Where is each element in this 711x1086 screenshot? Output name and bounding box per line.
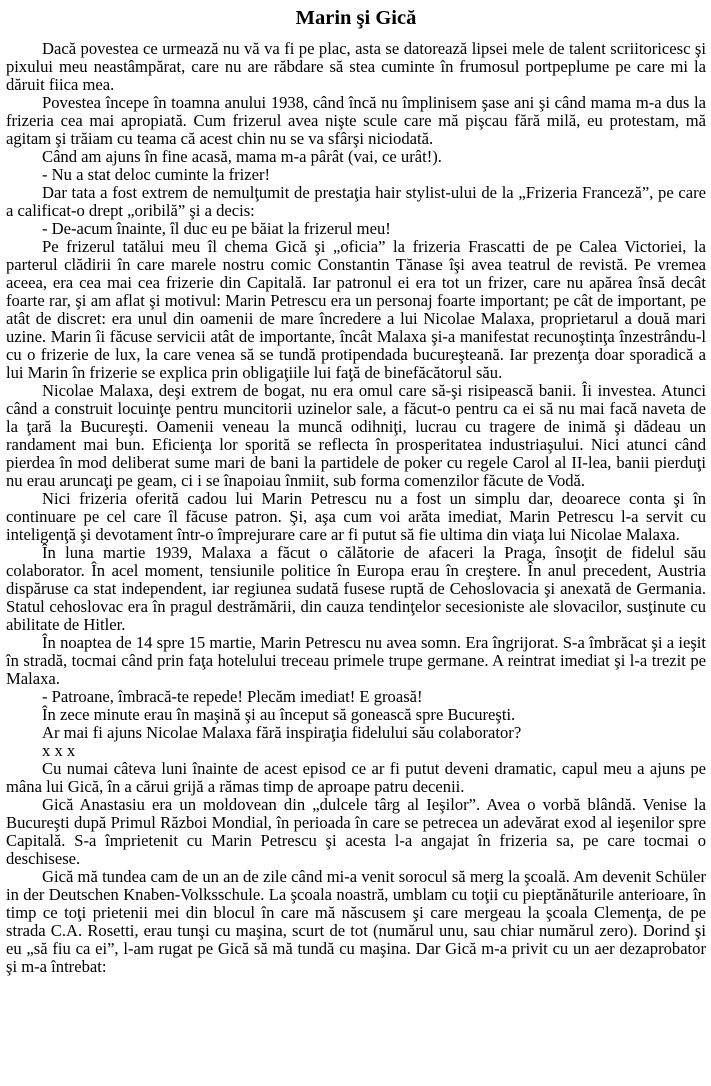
- paragraph: Nici frizeria oferită cadou lui Marin Petrescu nu a fost un simplu dar, deoarece conta şi în continuare pe cel care îl făcuse patron. Şi, aşa cum voi arăta imediat, Marin Petrescu l-a servit cu inteligenţă şi devotament într-o împrejurare care ar fi putut să fie ultima din viaţa lui Nicolae Malaxa.: [6, 489, 706, 544]
- paragraph: În luna martie 1939, Malaxa a făcut o călătorie de afaceri la Praga, însoţit de fidelul său colaborator. În acel moment, tensiunile politice în Europa erau în creştere. În anul precedent, Austria dispăruse ca stat independent, iar regiunea sudată fusese ruptă de Cehoslovacia şi anexată de Germania. Statul cehoslovac era în pragul destrămării, din cauza tendinţelor secesioniste ale slovacilor, susţinute cu abilitate de Hitler.: [6, 543, 706, 634]
- paragraph: Gică Anastasiu era un moldovean din „dulcele târg al Ieşilor”. Avea o vorbă blândă. Venise la Bucureşti după Primul Război Mondial, în perioada în care se petrecea un adevărat exod al ieşenilor spre Capitală. S-a împrietenit cu Marin Petrescu şi acesta l-a angajat în frizeria sa, pe care tocmai o deschisese.: [6, 795, 706, 868]
- paragraph: Dacă povestea ce urmează nu vă va fi pe plac, asta se datorează lipsei mele de talent scriitoricesc şi pixului meu neastâmpărat, care nu are răbdare să stea cuminte în frumosul portpeplume pe care mi la dăruit fiica mea.: [6, 39, 706, 94]
- paragraph: Pe frizerul tatălui meu îl chema Gică şi „oficia” la frizeria Frascatti de pe Calea Victoriei, la parterul clădirii în care marele nostru comic Constantin Tănase îşi avea teatrul de revistă. Pe vremea aceea, era cea mai cea frizerie din Capitală. Iar patronul ei era tot un frizer, care nu apărea însă decât foarte rar, şi am aflat şi motivul: Marin Petrescu era un personaj foarte important; pe cât de important, pe atât de discret: era unul din oamenii de mare încredere a lui Nicolae Malaxa, proprietarul a două mari uzine. Marin îi făcuse servicii atât de importante, încât Malaxa şi-a manifestat recunoştinţa înzestrându-l cu o frizerie de lux, la care venea să se tundă protipendada bucureşteană. Iar prezenţa doar sporadică a lui Marin în frizerie se explica prin obligaţiile lui faţă de binefăcătorul său.: [6, 237, 706, 382]
- paragraph: Ar mai fi ajuns Nicolae Malaxa fără inspiraţia fidelului său colaborator?: [42, 723, 522, 742]
- paragraph: Dar tata a fost extrem de nemulţumit de prestaţia hair stylist-ului de la „Frizeria Franceză”, pe care a calificat-o drept „oribilă” şi a decis:: [6, 183, 706, 220]
- paragraph: x x x: [42, 741, 76, 760]
- paragraph: În zece minute erau în maşină şi au început să gonească spre Bucureşti.: [42, 705, 516, 724]
- paragraph: Povestea începe în toamna anului 1938, când încă nu împlinisem şase ani şi când mama m-a dus la frizeria cea mai apropiată. Cum frizerul avea nişte scule care mă pişcau fără milă, eu protestam, mă agitam şi trăiam cu teama că acest chin nu se va sfârşi niciodată.: [6, 93, 706, 148]
- paragraph: Când am ajuns în fine acasă, mama m-a pârât (vai, ce urât!).: [42, 147, 442, 166]
- paragraph: Nicolae Malaxa, deşi extrem de bogat, nu era omul care să-şi risipească banii. Îi investea. Atunci când a construit locuinţe pentru muncitorii uzinelor sale, a făcut-o pentru ca ei să nu mai facă naveta de la ţară la Bucureşti. Oamenii veneau la muncă odihniţi, lucrau cu tragere de inimă şi dădeau un randament mai bun. Eficienţa lor sporită se reflecta în prosperitatea industriaşului. Nici atunci când pierdea în mod deliberat sume mari de bani la partidele de poker cu regele Carol al II-lea, banii pierduţi nu erau aruncaţi pe geam, ci i se înapoiau înmiit, sub forma comenzilor făcute de Vodă.: [6, 381, 706, 490]
- paragraph: Gică mă tundea cam de un an de zile când mi-a venit sorocul să merg la şcoală. Am devenit Schüler in der Deutschen Knaben-Volksschule. La şcoala noastră, umblam cu toţii cu pieptănăturile anterioare, în timp ce toţi prietenii mei din blocul în care mă născusem şi care mergeau la şcoala Clemenţa, de pe strada C.A. Rosetti, erau tunşi cu maşina, scurt de tot (numărul unu, sau chiar numărul zero). Dorind şi eu „să fiu ca ei”, l-am rugat pe Gică să mă tundă cu maşina. Dar Gică m-a privit cu un aer dezaprobator şi m-a întrebat:: [6, 867, 706, 976]
- paragraph: - De-acum înainte, îl duc eu pe băiat la frizerul meu!: [42, 219, 391, 238]
- paragraph: - Patroane, îmbracă-te repede! Plecăm imediat! E groasă!: [42, 687, 423, 706]
- document-body: [6, 40, 706, 976]
- paragraph: - Nu a stat deloc cuminte la frizer!: [42, 165, 271, 184]
- paragraph: În noaptea de 14 spre 15 martie, Marin Petrescu nu avea somn. Era îngrijorat. S-a îmbrăcat şi a ieşit în stradă, tocmai când prin faţa hotelului treceau primele trupe germane. A reintrat imediat şi l-a trezit pe Malaxa.: [6, 633, 706, 688]
- document-title: Marin şi Gică: [295, 7, 417, 29]
- paragraph: Cu numai câteva luni înainte de acest episod ce ar fi putut deveni dramatic, capul meu a ajuns pe mâna lui Gică, în a cărui grijă a rămas timp de aproape patru decenii.: [6, 759, 706, 796]
